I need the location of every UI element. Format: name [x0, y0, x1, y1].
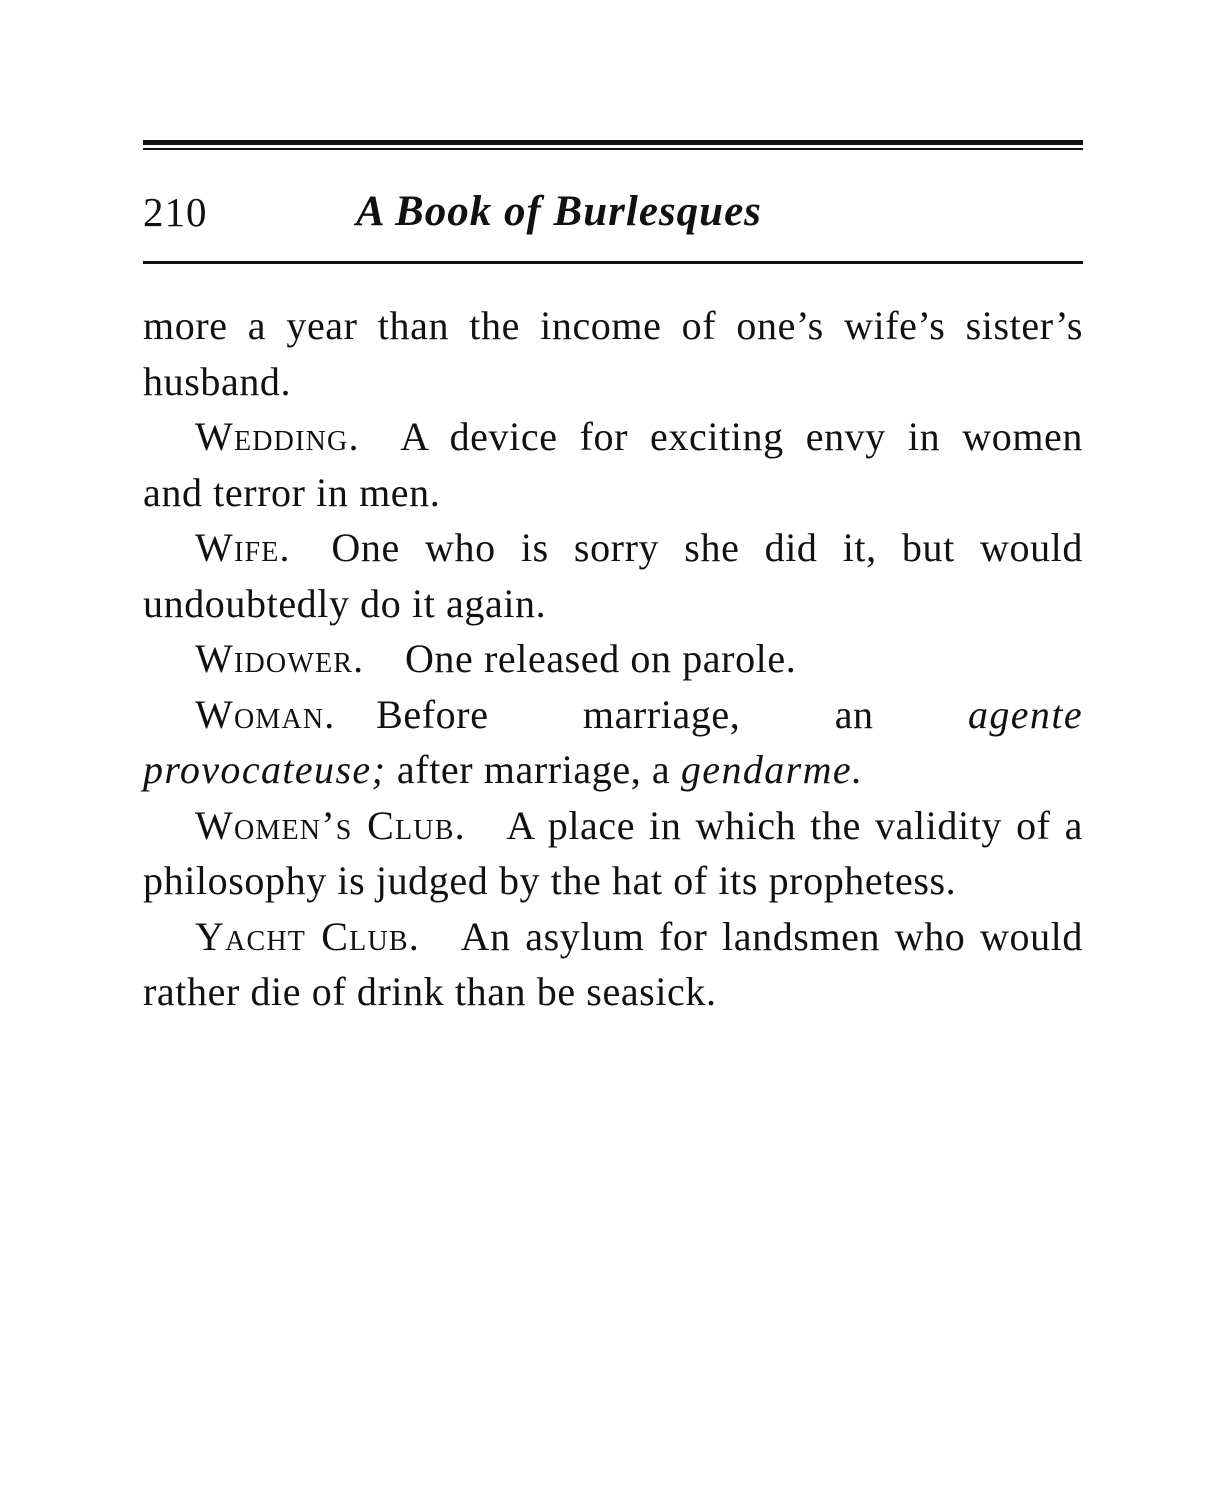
entry-definition: An asylum for landsmen who would rather die of drink than be seasick. [143, 913, 1083, 1014]
entry-wife [143, 520, 1083, 631]
entry-widower [143, 631, 1083, 687]
entry-term: Yacht Club. [195, 913, 420, 959]
entry-definition: A place in which the validity of a philosophy is judged by the hat of its prophetess. [143, 802, 1083, 903]
entry-term: Wedding. [195, 414, 360, 459]
italic-phrase: gendarme. [680, 747, 864, 792]
continuation-paragraph: more a year than the income of one’s wife’s sister’s husband. [143, 303, 1083, 404]
entry-term: Woman. [195, 691, 336, 737]
entry-definition: Before marriage, an [376, 691, 874, 737]
entry-definition: after marriage, a [396, 747, 671, 792]
entry-wedding [143, 409, 1083, 520]
entry-term: Widower. [195, 636, 365, 681]
header-rule-thick [143, 140, 1083, 145]
entry-womens-club [143, 798, 1083, 909]
entry-definition: One who is sorry she did it, but would undoubtedly do it again. [143, 525, 1083, 626]
entry-definition: One released on parole. [404, 636, 797, 681]
entry-woman [143, 687, 1083, 798]
italic-phrase: agente provocateuse; [143, 691, 1083, 792]
header-rule-bottom [143, 261, 1083, 264]
entry-term: Wife. [195, 525, 291, 570]
book-page [143, 140, 1083, 1020]
entry-yacht-club [143, 909, 1083, 1020]
body-text [143, 298, 1083, 1020]
entry-definition: A device for exciting envy in women and terror in men. [143, 414, 1083, 515]
book-title: A Book of Burlesques [356, 188, 762, 235]
running-head [143, 150, 1083, 235]
entry-term: Women’s Club. [195, 802, 466, 848]
page-number: 210 [143, 189, 208, 235]
